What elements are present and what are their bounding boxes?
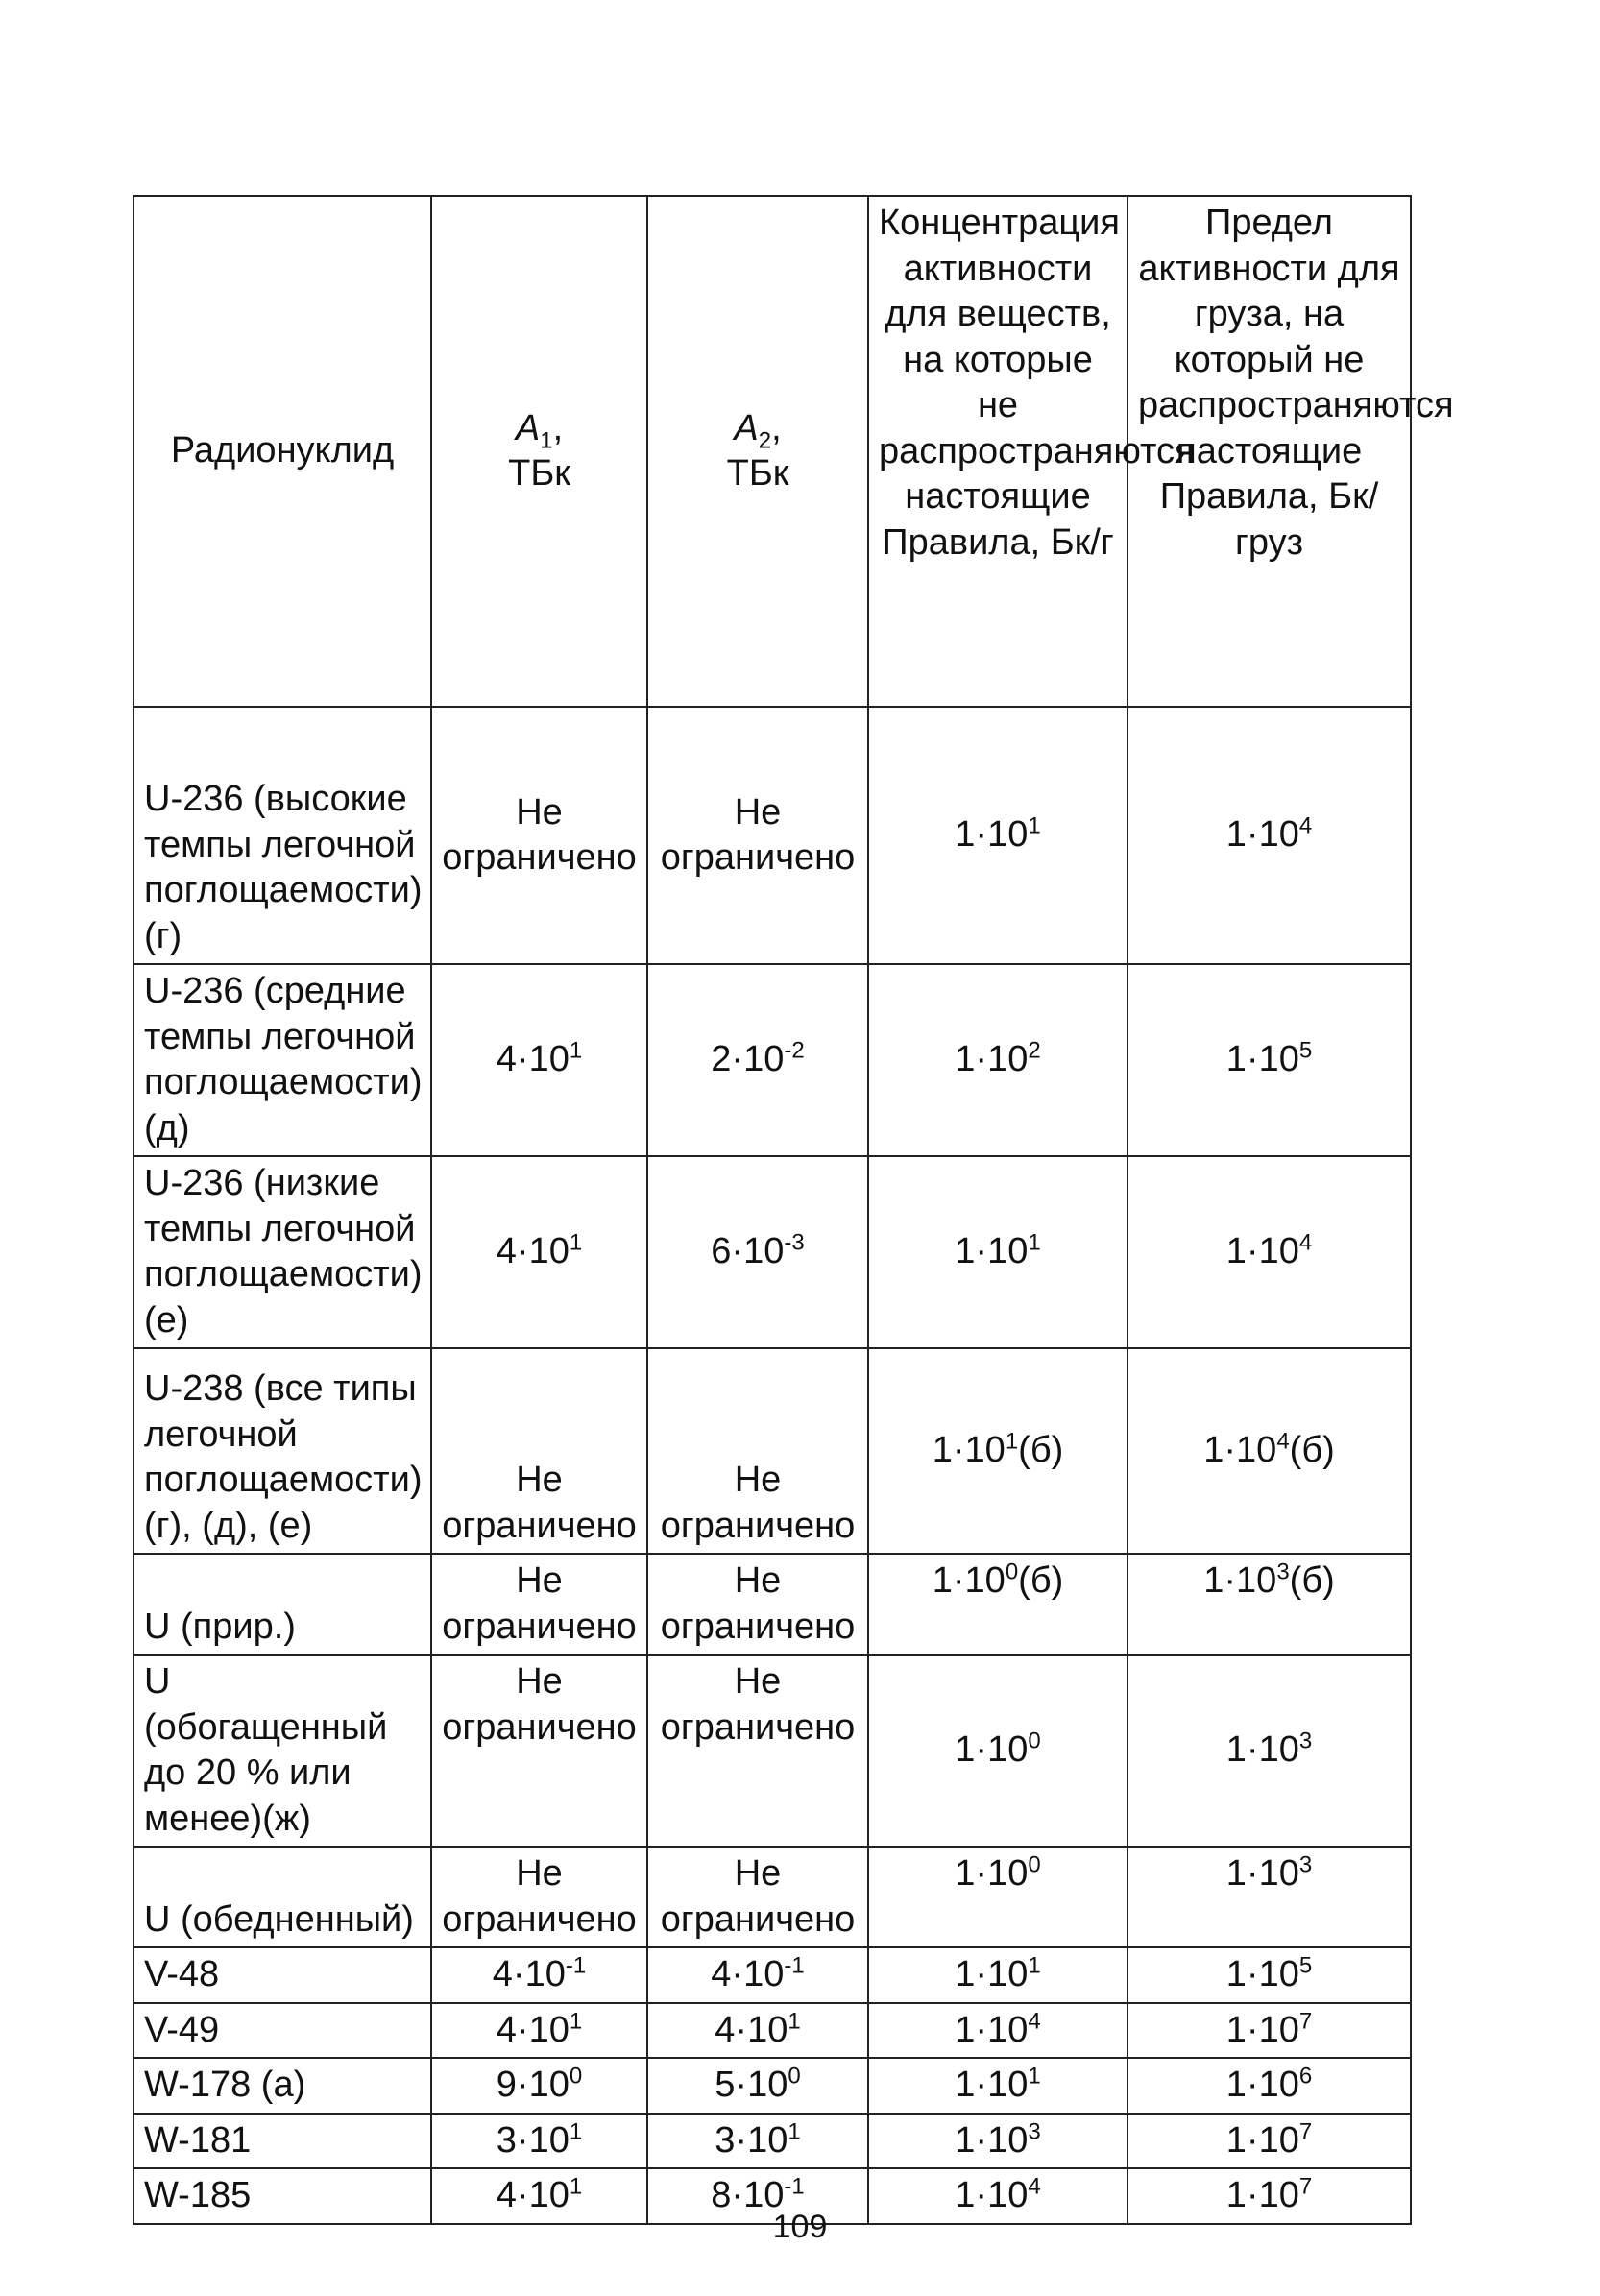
value-text: Не ограничено (442, 791, 637, 878)
value-text: Не ограничено (442, 1460, 637, 1546)
mantissa: 1 (1225, 1729, 1247, 1771)
times-dot: · (975, 1853, 988, 1894)
concentration-cell: $1\cdot 10^1$ (868, 2058, 1127, 2114)
header-consignment-limit: Предел активности для груза, на который не распространяются настоящие Правила, Бк/груз (1127, 196, 1411, 707)
concentration-cell: $1\cdot 10^2$ (868, 964, 1127, 1156)
times-dot: · (516, 2065, 529, 2105)
consignment-cell: $1\cdot 10^3$ (1127, 1655, 1411, 1847)
exponent: 0 (1005, 1559, 1019, 1585)
exponent: 1 (788, 2117, 801, 2144)
header-a1-symbol: A (515, 407, 541, 448)
footnote-marker: (б) (1289, 1560, 1335, 1601)
a2-cell: $6\cdot 10^{-3}$ (647, 1156, 868, 1348)
nuclide-cell: W-181 (133, 2114, 431, 2169)
header-a1: $A_1$, ТБк (431, 196, 647, 707)
times-dot: · (516, 1039, 529, 1080)
mantissa: 1 (1225, 2009, 1247, 2050)
times-dot: · (731, 1231, 744, 1272)
exponent: -1 (784, 1952, 805, 1979)
value-text: Не ограничено (660, 1460, 856, 1546)
mantissa: 3 (715, 2119, 736, 2161)
a2-cell: $4\cdot 10^1$ (647, 2003, 868, 2059)
mantissa: 1 (955, 1231, 976, 1272)
exponent: 1 (788, 2007, 801, 2034)
times-dot: · (1246, 1954, 1259, 1994)
table-row (133, 1655, 1411, 1847)
times-dot: · (731, 1039, 744, 1080)
times-dot: · (1246, 2009, 1259, 2050)
a2-cell: $3\cdot 10^1$ (647, 2114, 868, 2169)
times-dot: · (975, 1729, 988, 1771)
a2-cell (647, 1348, 868, 1554)
times-dot: · (516, 2119, 529, 2161)
consignment-cell: $1\cdot 10^4(б)$ (1127, 1348, 1411, 1554)
value-text: Не ограничено (442, 1661, 637, 1748)
exponent: -2 (784, 1037, 805, 1064)
concentration-cell: $1\cdot 10^4$ (868, 2003, 1127, 2059)
page-number: 109 (772, 2209, 828, 2245)
exponent: 0 (788, 2063, 801, 2090)
mantissa: 4 (496, 1039, 517, 1080)
header-a2-symbol: A (734, 407, 759, 448)
exponent: 3 (1298, 1728, 1313, 1754)
consignment-cell: $1\cdot 10^5$ (1127, 964, 1411, 1156)
exponent: 4 (1028, 2173, 1041, 2200)
consignment-cell: $1\cdot 10^7$ (1127, 2168, 1411, 2224)
times-dot: · (952, 1430, 965, 1471)
mantissa: 1 (1203, 1430, 1224, 1471)
times-dot: · (731, 2175, 744, 2215)
mantissa: 1 (1225, 2065, 1247, 2105)
mantissa: 1 (1225, 2175, 1247, 2215)
mantissa: 5 (715, 2065, 736, 2105)
times-dot: · (952, 1560, 965, 1601)
a2-cell: $5\cdot 10^0$ (647, 2058, 868, 2114)
header-a1-subscript: 1 (540, 427, 553, 454)
exponent: 4 (1298, 812, 1313, 839)
mantissa: 1 (1225, 1954, 1247, 1994)
times-dot: · (1224, 1430, 1237, 1471)
exponent: 6 (1298, 2063, 1313, 2090)
header-a2: $A_2$, ТБк (647, 196, 868, 707)
times-dot: · (975, 2009, 988, 2050)
concentration-cell: $1\cdot 10^1$ (868, 1947, 1127, 2003)
mantissa: 2 (711, 1039, 732, 1080)
a2-cell (647, 707, 868, 964)
exponent: 3 (1298, 1851, 1313, 1878)
mantissa: 4 (711, 1954, 732, 1994)
mantissa: 6 (711, 1231, 732, 1272)
times-dot: · (735, 2065, 748, 2105)
times-dot: · (516, 2175, 529, 2215)
a1-cell (431, 1847, 647, 1947)
mantissa: 1 (932, 1560, 953, 1601)
times-dot: · (512, 1954, 525, 1994)
times-dot: · (975, 814, 988, 856)
a1-cell: $4\cdot 10^1$ (431, 964, 647, 1156)
times-dot: · (1246, 2175, 1259, 2215)
exponent: 0 (1028, 1851, 1041, 1878)
nuclide-cell: U-236 (средние темпы легочной поглощаемости) (д) (133, 964, 431, 1156)
mantissa: 1 (1225, 2119, 1247, 2161)
header-nuclide: Радионуклид (133, 196, 431, 707)
table-row (133, 707, 1411, 964)
a2-cell: $8\cdot 10^{-1}$ (647, 2168, 868, 2224)
mantissa: 1 (955, 814, 976, 856)
table-row (133, 1156, 1411, 1348)
table-row (133, 1847, 1411, 1947)
a1-cell: $4\cdot 10^1$ (431, 2003, 647, 2059)
value-text: Не ограничено (660, 1661, 856, 1748)
mantissa: 1 (955, 2175, 976, 2215)
exponent: 3 (1028, 2117, 1041, 2144)
times-dot: · (1246, 1729, 1259, 1771)
times-dot: · (1224, 1560, 1237, 1601)
concentration-cell: $1\cdot 10^0$ (868, 1655, 1127, 1847)
nuclide-cell: U-238 (все типы легочной поглощаемости) (г), (д), (е) (133, 1348, 431, 1554)
exponent: -3 (784, 1229, 805, 1256)
concentration-cell: $1\cdot 10^4$ (868, 2168, 1127, 2224)
mantissa: 1 (955, 2065, 976, 2105)
mantissa: 1 (955, 2119, 976, 2161)
exponent: 1 (1028, 2063, 1041, 2090)
a1-cell (431, 1655, 647, 1847)
exponent: 4 (1276, 1428, 1290, 1455)
exponent: 7 (1298, 2007, 1313, 2034)
nuclide-cell: U-236 (высокие темпы легочной поглощаемости) (г) (133, 707, 431, 964)
times-dot: · (1246, 1853, 1259, 1894)
exponent: 1 (1028, 1952, 1041, 1979)
exponent: 0 (1028, 1728, 1041, 1754)
exponent: 2 (1028, 1037, 1041, 1064)
nuclide-cell: U (обедненный) (133, 1847, 431, 1947)
consignment-cell: $1\cdot 10^3(б)$ (1127, 1554, 1411, 1655)
radionuclide-table (133, 195, 1454, 2225)
value-text: Не ограничено (660, 1853, 856, 1940)
times-dot: · (516, 1231, 529, 1272)
mantissa: 1 (1225, 1231, 1247, 1272)
times-dot: · (1246, 814, 1259, 856)
exponent: -1 (565, 1952, 587, 1979)
mantissa: 1 (932, 1430, 953, 1471)
concentration-cell: $1\cdot 10^1$ (868, 707, 1127, 964)
concentration-cell: $1\cdot 10^3$ (868, 2114, 1127, 2169)
mantissa: 1 (1225, 1853, 1247, 1894)
table-row (133, 2114, 1411, 2169)
consignment-cell: $1\cdot 10^4$ (1127, 1156, 1411, 1348)
header-a2-unit: ТБк (726, 453, 789, 494)
mantissa: 1 (955, 1853, 976, 1894)
nuclide-cell: U (прир.) (133, 1554, 431, 1655)
exponent: 5 (1298, 1952, 1313, 1979)
mantissa: 3 (496, 2119, 517, 2161)
concentration-cell: $1\cdot 10^0$ (868, 1847, 1127, 1947)
exponent: 1 (1028, 1229, 1041, 1256)
times-dot: · (975, 2065, 988, 2105)
exponent: -1 (784, 2173, 805, 2200)
footnote-marker: (б) (1018, 1560, 1064, 1601)
exponent: 7 (1298, 2117, 1313, 2144)
exponent: 4 (1028, 2007, 1041, 2034)
consignment-cell: $1\cdot 10^3$ (1127, 1847, 1411, 1947)
exponent: 5 (1298, 1037, 1313, 1064)
nuclide-cell: U (обогащенный до 20 % или менее)(ж) (133, 1655, 431, 1847)
footnote-marker: (б) (1018, 1430, 1064, 1471)
mantissa: 9 (496, 2065, 517, 2105)
a1-cell: $9\cdot 10^0$ (431, 2058, 647, 2114)
value-text: Не ограничено (660, 1560, 856, 1647)
exponent: 1 (1005, 1428, 1019, 1455)
times-dot: · (1246, 2065, 1259, 2105)
exponent: 7 (1298, 2173, 1313, 2200)
mantissa: 1 (955, 1729, 976, 1771)
a2-cell: $4\cdot 10^{-1}$ (647, 1947, 868, 2003)
consignment-cell: $1\cdot 10^7$ (1127, 2114, 1411, 2169)
exponent: 3 (1276, 1559, 1290, 1585)
exponent: 1 (1028, 812, 1041, 839)
mantissa: 4 (496, 2009, 517, 2050)
mantissa: 4 (496, 1231, 517, 1272)
times-dot: · (1246, 1231, 1259, 1272)
mantissa: 1 (1225, 814, 1247, 856)
table-header-row (133, 196, 1411, 707)
times-dot: · (1246, 2119, 1259, 2161)
header-a2-subscript: 2 (758, 427, 772, 454)
exponent: 4 (1298, 1229, 1313, 1256)
exponent: 1 (569, 1037, 583, 1064)
mantissa: 1 (1225, 1039, 1247, 1080)
times-dot: · (516, 2009, 529, 2050)
a1-cell: $4\cdot 10^{-1}$ (431, 1947, 647, 2003)
consignment-cell: $1\cdot 10^5$ (1127, 1947, 1411, 2003)
times-dot: · (731, 1954, 744, 1994)
table-body (133, 707, 1411, 2224)
consignment-cell: $1\cdot 10^6$ (1127, 2058, 1411, 2114)
mantissa: 8 (711, 2175, 732, 2215)
value-text: Не ограничено (660, 791, 856, 878)
times-dot: · (975, 1231, 988, 1272)
nuclide-cell: V-49 (133, 2003, 431, 2059)
nuclide-cell: U-236 (низкие темпы легочной поглощаемости) (е) (133, 1156, 431, 1348)
mantissa: 4 (715, 2009, 736, 2050)
mantissa: 4 (492, 1954, 513, 1994)
table-row (133, 2003, 1411, 2059)
exponent: 1 (569, 2117, 583, 2144)
table-row (133, 964, 1411, 1156)
a2-cell (647, 1847, 868, 1947)
value-text: Не ограничено (442, 1853, 637, 1940)
exponent: 1 (569, 2007, 583, 2034)
a1-cell: $4\cdot 10^1$ (431, 2168, 647, 2224)
exponent: 1 (569, 2173, 583, 2200)
table-row (133, 1554, 1411, 1655)
value-text: Не ограничено (442, 1560, 637, 1647)
nuclide-cell: W-185 (133, 2168, 431, 2224)
mantissa: 1 (955, 1039, 976, 1080)
times-dot: · (1246, 1039, 1259, 1080)
concentration-cell: $1\cdot 10^0(б)$ (868, 1554, 1127, 1655)
a1-cell: $4\cdot 10^1$ (431, 1156, 647, 1348)
a1-cell (431, 1348, 647, 1554)
concentration-cell: $1\cdot 10^1$ (868, 1156, 1127, 1348)
consignment-cell: $1\cdot 10^7$ (1127, 2003, 1411, 2059)
mantissa: 1 (955, 1954, 976, 1994)
header-a1-unit: ТБк (508, 453, 570, 494)
a1-cell: $3\cdot 10^1$ (431, 2114, 647, 2169)
a1-cell (431, 1554, 647, 1655)
mantissa: 1 (1203, 1560, 1224, 1601)
nuclide-cell: W-178 (а) (133, 2058, 431, 2114)
header-concentration-limit: Концентрация активности для веществ, на которые не распространяются настоящие Правила, Бк/г (868, 196, 1127, 707)
mantissa: 4 (496, 2175, 517, 2215)
nuclide-cell: V-48 (133, 1947, 431, 2003)
a1-cell (431, 707, 647, 964)
exponent: 0 (569, 2063, 583, 2090)
times-dot: · (975, 2175, 988, 2215)
footnote-marker: (б) (1289, 1430, 1335, 1471)
a2-cell: $2\cdot 10^{-2}$ (647, 964, 868, 1156)
table-row (133, 2058, 1411, 2114)
times-dot: · (975, 2119, 988, 2161)
a2-cell (647, 1554, 868, 1655)
consignment-cell: $1\cdot 10^4$ (1127, 707, 1411, 964)
table-row (133, 1348, 1411, 1554)
concentration-cell: $1\cdot 10^1(б)$ (868, 1348, 1127, 1554)
times-dot: · (735, 2119, 748, 2161)
mantissa: 1 (955, 2009, 976, 2050)
times-dot: · (975, 1039, 988, 1080)
a2-cell (647, 1655, 868, 1847)
times-dot: · (975, 1954, 988, 1994)
exponent: 1 (569, 1229, 583, 1256)
table-row (133, 1947, 1411, 2003)
times-dot: · (735, 2009, 748, 2050)
